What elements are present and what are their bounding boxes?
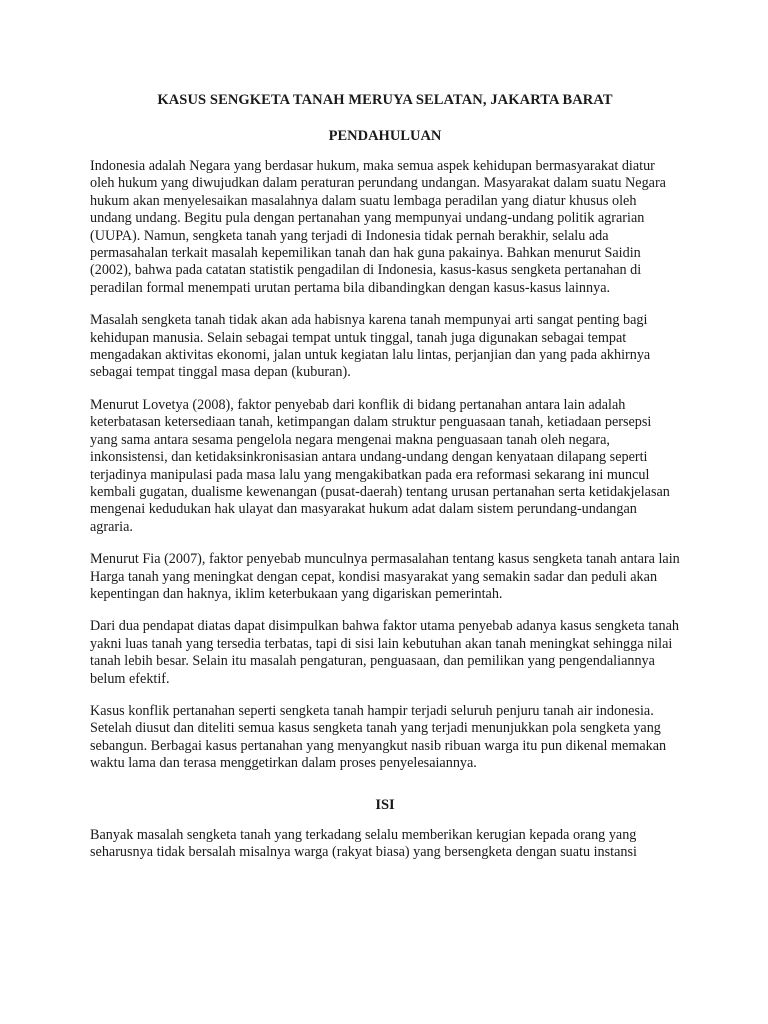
paragraph-pendahuluan-4: Menurut Fia (2007), faktor penyebab munculnya permasalahan tentang kasus sengketa tanah antara lain Harga tanah yang meningkat dengan cepat, kondisi masyarakat yang semakin sadar dan peduli akan kepentingan dan haknya, iklim keterbukaan yang digariskan pemerintah. (90, 551, 680, 602)
document-title: KASUS SENGKETA TANAH MERUYA SELATAN, JAKARTA BARAT (157, 92, 613, 108)
paragraph-pendahuluan-3: Menurut Lovetya (2008), faktor penyebab dari konflik di bidang pertanahan antara lain adalah keterbatasan ketersediaan tanah, ketimpangan dalam struktur penguasaan tanah, ketiadaan persepsi yang sama antara sesama pengelola negara mengenai makna penguasaan tanah oleh negara, inkonsistensi, dan ketidaksinkronisasian antara undang-undang dengan kenyataan dilapang seperti terjadinya manipulasi pada masa lalu yang mengakibatkan pada era reformasi sekarang ini muncul kembali gugatan, dualisme kewenangan (pusat-daerah) tentang urusan pertanahan serta ketidakjelasan mengenai kedudukan hak ulayat dan masyarakat hukum adat dalam sistem perundang-undangan agraria. (90, 396, 670, 535)
paragraph-pendahuluan-2: Masalah sengketa tanah tidak akan ada habisnya karena tanah mempunyai arti sangat penting bagi kehidupan manusia. Selain sebagai tempat untuk tinggal, tanah juga digunakan sebagai tempat mengadakan aktivitas ekonomi, jalan untuk kegiatan lalu lintas, perjanjian dan yang pada akhirnya sebagai tempat tinggal masa depan (kuburan). (90, 312, 651, 381)
paragraph-pendahuluan-6: Kasus konflik pertanahan seperti sengketa tanah hampir terjadi seluruh penjuru tanah air indonesia. Setelah diusut dan diteliti semua kasus sengketa tanah yang terjadi menunjukkan pola sengketa yang sebangun. Berbagai kasus pertanahan yang menyangkut nasib ribuan warga itu pun dikenal memakan waktu lama dan terasa menggetirkan dalam proses penyelesaiannya. (90, 702, 667, 772)
document-body (90, 90, 680, 876)
paragraph-pendahuluan-1: Indonesia adalah Negara yang berdasar hukum, maka semua aspek kehidupan bermasyarakat diatur oleh hukum yang diwujudkan dalam peraturan perundang undangan. Masyarakat dalam suatu Negara hukum akan menyelesaikan masalahnya dalam suatu lembaga peradilan yang diatur khusus oleh undang undang. Begitu pula dengan pertanahan yang mempunyai undang-undang politik agrarian (UUPA). Namun, sengketa tanah yang terjadi di Indonesia tidak pernah berakhir, selalu ada permasahalan terkait masalah kepemilikan tanah dan hak guna pakainya. Bahkan menurut Saidin (2002), bahwa pada catatan statistik pengadilan di Indonesia, kasus-kasus sengketa pertanahan di peradilan formal menempati urutan pertama bila dibandingkan dengan kasus-kasus lainnya. (90, 158, 666, 296)
section-heading-pendahuluan: PENDAHULUAN (328, 128, 442, 144)
paragraph-pendahuluan-5: Dari dua pendapat diatas dapat disimpulkan bahwa faktor utama penyebab adanya kasus sengketa tanah yakni luas tanah yang tersedia terbatas, tapi di sisi lain kebutuhan akan tanah meningkat sehingga nilai tanah lebih besar. Selain itu masalah pengaturan, penguasaan, dan pemilikan yang pengendaliannya belum efektif. (90, 618, 679, 687)
paragraph-isi-1: Banyak masalah sengketa tanah yang terkadang selalu memberikan kerugian kepada orang yang seharusnya tidak bersalah misalnya warga (rakyat biasa) yang bersengketa dengan suatu instansi (90, 826, 637, 860)
section-heading-isi: ISI (375, 796, 395, 813)
